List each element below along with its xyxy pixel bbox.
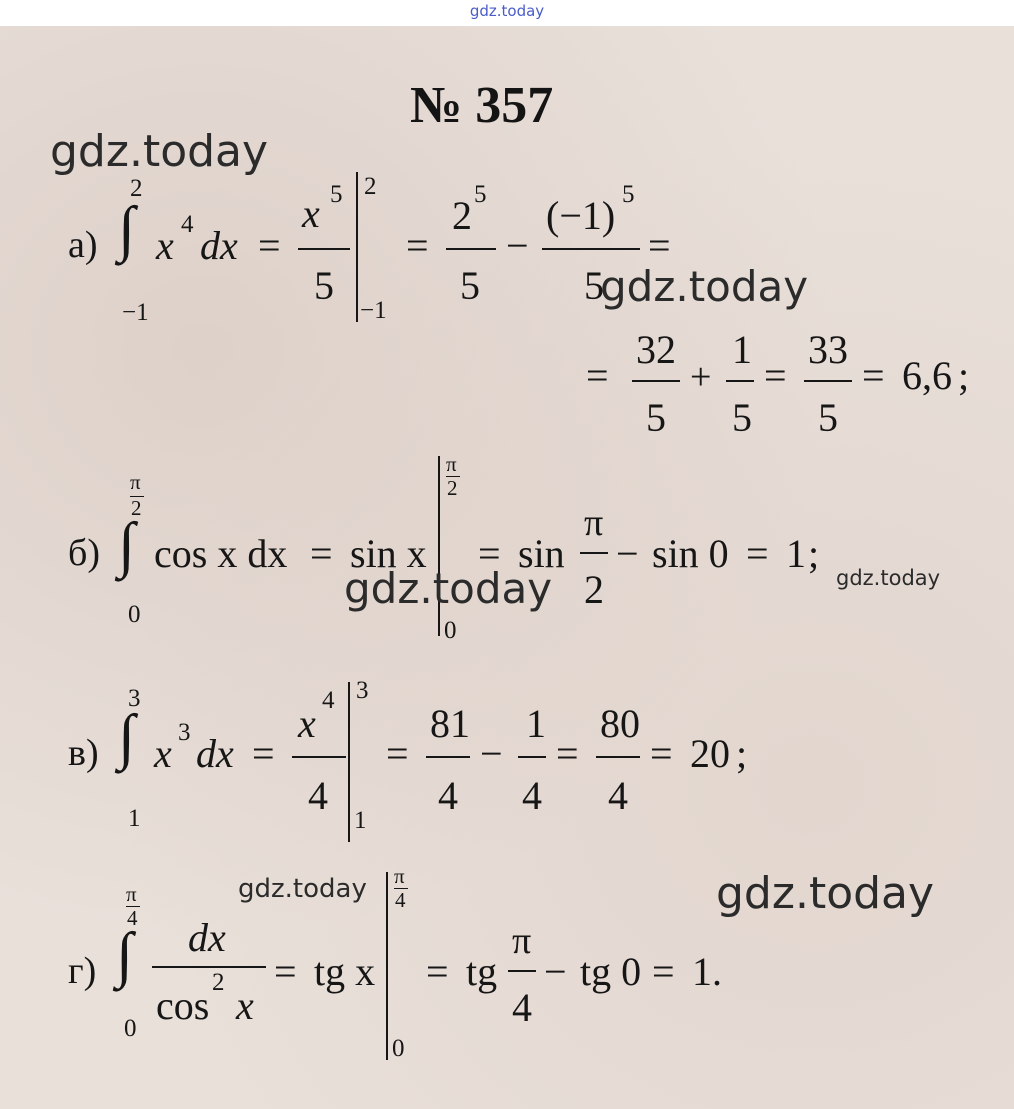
equals-sign: = — [258, 223, 281, 268]
denominator: 2 — [584, 567, 604, 612]
item-label: б) — [68, 532, 100, 574]
evaluation-bar — [356, 172, 358, 322]
sin-zero: sin 0 — [652, 531, 729, 576]
denominator: 5 — [818, 395, 838, 440]
bar-upper-limit: 3 — [356, 677, 369, 704]
numerator-81: 81 — [430, 701, 470, 746]
fraction-bar — [446, 248, 496, 250]
watermark: gdz.today — [238, 874, 367, 904]
denominator: 4 — [438, 773, 458, 818]
textbook-page — [0, 26, 1014, 1109]
upper-limit: 2 — [130, 175, 143, 202]
bar-upper-pi: π — [446, 452, 457, 476]
equals-sign: = — [648, 223, 671, 268]
denominator-cos: cos — [156, 983, 210, 1028]
task-number: № 357 — [410, 77, 554, 134]
denominator: 5 — [584, 263, 604, 308]
integrand-x: x — [156, 223, 174, 268]
equals-sign: = — [650, 731, 673, 776]
equals-sign: = — [652, 949, 675, 994]
exponent: 5 — [330, 181, 343, 208]
numerator-2: 2 — [452, 193, 472, 238]
exponent: 5 — [474, 181, 487, 208]
sin: sin — [518, 531, 565, 576]
numerator-neg-one: (−1) — [546, 193, 616, 238]
denominator: 4 — [522, 773, 542, 818]
lower-limit: 0 — [128, 601, 141, 628]
numerator-x: x — [302, 191, 320, 236]
fraction-bar — [596, 756, 640, 758]
exponent: 4 — [322, 687, 335, 714]
denominator: 4 — [308, 773, 328, 818]
semicolon: ; — [808, 531, 820, 576]
evaluation-bar — [386, 872, 388, 1060]
equals-sign: = — [386, 731, 409, 776]
numerator-33: 33 — [808, 327, 848, 372]
bar-upper-pi: π — [394, 864, 405, 888]
integral-sign: ∫ — [118, 703, 135, 771]
integral-sign: ∫ — [118, 511, 135, 579]
fraction-bar — [518, 756, 546, 758]
bar-upper-4: 4 — [395, 888, 406, 912]
denominator: 4 — [608, 773, 628, 818]
denominator-x: x — [236, 983, 254, 1028]
upper-limit-pi: π — [126, 882, 137, 906]
result: 1 — [692, 949, 712, 994]
antiderivative: sin x — [350, 531, 427, 576]
tg-zero: tg 0 — [580, 949, 642, 994]
semicolon: ; — [958, 353, 970, 398]
denominator: 5 — [732, 395, 752, 440]
item-label: г) — [68, 950, 97, 992]
watermark: gdz.today — [50, 126, 269, 177]
bar-lower-limit: 0 — [444, 617, 457, 644]
exponent: 5 — [622, 181, 635, 208]
bar-lower-limit: 1 — [354, 807, 367, 834]
fraction-bar — [426, 756, 470, 758]
semicolon: ; — [736, 731, 748, 776]
minus-sign: − — [480, 731, 503, 776]
site-watermark-top: gdz.today — [469, 2, 545, 20]
denominator: 5 — [646, 395, 666, 440]
upper-limit: 3 — [128, 685, 141, 712]
minus-sign: − — [544, 949, 567, 994]
integral-sign: ∫ — [116, 921, 133, 989]
lower-limit: −1 — [122, 299, 149, 326]
pi: π — [584, 502, 604, 544]
period: . — [712, 949, 722, 994]
equals-sign: = — [764, 353, 787, 398]
exponent: 4 — [181, 211, 194, 238]
numerator-1: 1 — [526, 701, 546, 746]
plus-sign: + — [690, 356, 712, 398]
denominator: 5 — [460, 263, 480, 308]
bar-lower-limit: 0 — [392, 1035, 405, 1062]
result: 6,6 — [902, 353, 952, 398]
equals-sign: = — [274, 949, 297, 994]
result: 1 — [786, 531, 806, 576]
fraction-bar — [508, 970, 536, 972]
minus-sign: − — [506, 223, 529, 268]
item-label: в) — [68, 732, 99, 774]
watermark: gdz.today — [836, 566, 941, 590]
equals-sign: = — [746, 531, 769, 576]
numerator-32: 32 — [636, 327, 676, 372]
equals-sign: = — [426, 949, 449, 994]
fraction-bar — [152, 966, 266, 968]
numerator-dx: dx — [188, 915, 226, 960]
lower-limit: 0 — [124, 1015, 137, 1042]
equals-sign: = — [252, 731, 275, 776]
bar-upper-limit: 2 — [364, 173, 377, 200]
watermark: gdz.today — [344, 564, 553, 613]
upper-limit-pi: π — [130, 470, 141, 494]
denominator: 5 — [314, 263, 334, 308]
equals-sign: = — [556, 731, 579, 776]
fraction-bar — [542, 248, 640, 250]
equals-sign: = — [478, 531, 501, 576]
result: 20 — [690, 731, 730, 776]
fraction-bar — [804, 380, 852, 382]
bar-upper-2: 2 — [447, 476, 458, 500]
watermark: gdz.today — [600, 262, 809, 311]
exponent: 3 — [178, 719, 191, 746]
integral-sign: ∫ — [118, 195, 135, 263]
equals-sign: = — [862, 353, 885, 398]
evaluation-bar — [348, 682, 350, 842]
fraction-bar — [632, 380, 680, 382]
differential: dx — [200, 223, 238, 268]
numerator-80: 80 — [600, 701, 640, 746]
pi: π — [512, 920, 532, 962]
denominator: 4 — [512, 985, 532, 1030]
equals-sign: = — [310, 531, 333, 576]
integrand-x: x — [154, 731, 172, 776]
differential: dx — [196, 731, 234, 776]
minus-sign: − — [616, 531, 639, 576]
watermark: gdz.today — [716, 868, 935, 919]
antiderivative: tg x — [314, 949, 376, 994]
fraction-bar — [580, 552, 608, 554]
upper-limit-2: 2 — [131, 496, 142, 520]
upper-limit-4: 4 — [127, 906, 138, 930]
integrand: cos x dx — [154, 531, 288, 576]
equals-sign: = — [406, 223, 429, 268]
fraction-bar — [298, 248, 350, 250]
fraction-bar — [292, 756, 346, 758]
fraction-bar — [726, 380, 754, 382]
numerator-1: 1 — [732, 327, 752, 372]
equals-sign: = — [586, 353, 609, 398]
tg: tg — [466, 949, 498, 994]
numerator-x: x — [298, 701, 316, 746]
lower-limit: 1 — [128, 805, 141, 832]
bar-lower-limit: −1 — [360, 297, 387, 324]
exponent: 2 — [212, 969, 225, 996]
item-label: а) — [68, 224, 98, 266]
